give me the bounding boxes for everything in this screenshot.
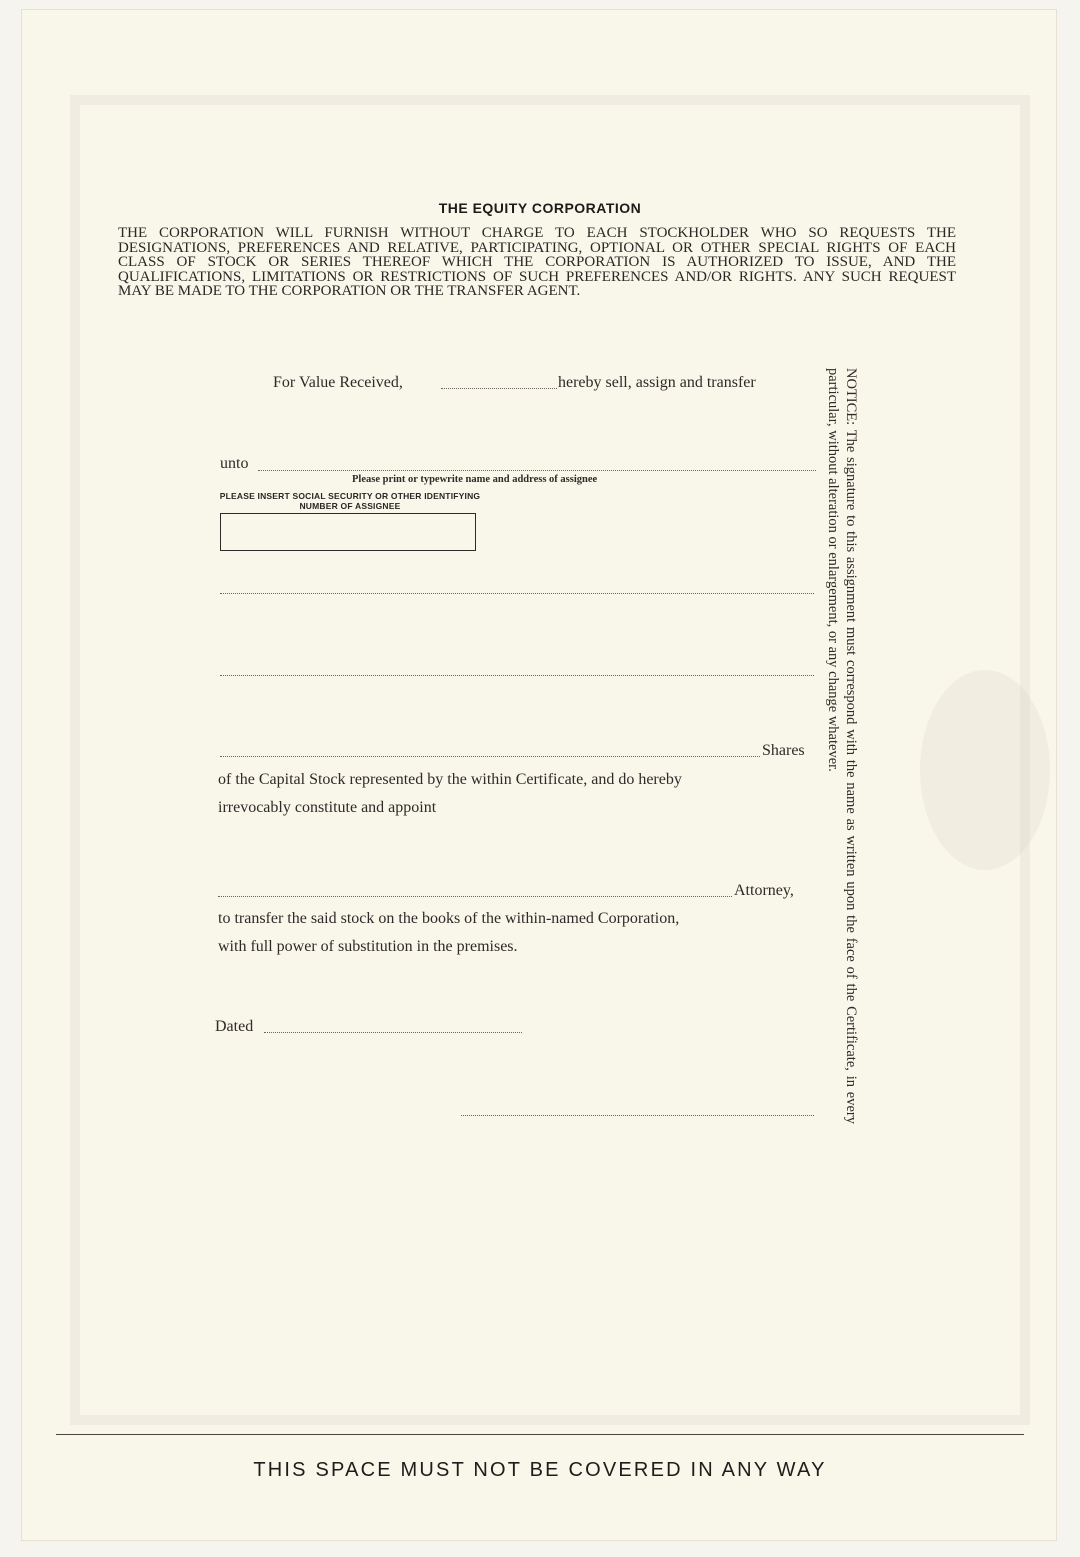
show-through-seal [920,670,1050,870]
rights-statement: THE CORPORATION WILL FURNISH WITHOUT CHARGE TO EACH STOCKHOLDER WHO SO REQUESTS THE DESIGNATIONS, PREFERENCES AND RELATIVE, PARTICIPATING, OPTIONAL OR OTHER SPECIAL RIGHTS OF EACH CLASS OF STOCK OR SERIES THEREOF WHICH THE CORPORATION IS AUTHORIZED TO ISSUE, AND THE QUALIFICATIONS, LIMITATIONS OR RESTRICTIONS OF SUCH PREFERENCES AND/OR RIGHTS. ANY SUCH REQUEST MAY BE MADE TO THE CORPORATION OR THE TRANSFER AGENT. [118,225,956,300]
notice-label: NOTICE: [843,368,859,426]
notice-text: The signature to this assignment must correspond with the name as written upon the face of the Certificate, in every particular, without alteration or enlargement, or any change whatever. [825,368,859,1124]
shares-label: Shares [762,742,805,759]
assignee-name-line[interactable] [258,470,816,471]
date-line[interactable] [264,1032,522,1033]
signature-notice [824,368,860,1124]
address-line-1[interactable] [220,593,814,594]
address-line-2[interactable] [220,675,814,676]
unto-label: unto [220,455,249,472]
transfer-text: to transfer the said stock on the books of the within-named Corporation, [218,910,680,927]
corporation-title: THE EQUITY CORPORATION [438,200,642,216]
ssn-box[interactable] [220,513,476,551]
irrevocably-text: irrevocably constitute and appoint [218,799,437,816]
do-not-cover-text: THIS SPACE MUST NOT BE COVERED IN ANY WAY [253,1459,827,1481]
ssn-caption: PLEASE INSERT SOCIAL SECURITY OR OTHER IDENTIFYING NUMBER OF ASSIGNEE [219,491,481,511]
dated-label: Dated [215,1018,254,1035]
print-caption: Please print or typewrite name and address of assignee [352,474,598,485]
bottom-divider [56,1434,1024,1435]
attorney-line[interactable] [218,896,732,897]
hereby-label: hereby sell, assign and transfer [558,374,756,391]
signature-line[interactable] [461,1115,814,1116]
capital-stock-text: of the Capital Stock represented by the within Certificate, and do hereby [218,771,682,788]
shares-line[interactable] [220,756,760,757]
for-value-label: For Value Received, [273,374,403,391]
assignor-line[interactable] [441,388,557,389]
attorney-label: Attorney, [734,882,794,899]
substitution-text: with full power of substitution in the premises. [218,938,518,955]
